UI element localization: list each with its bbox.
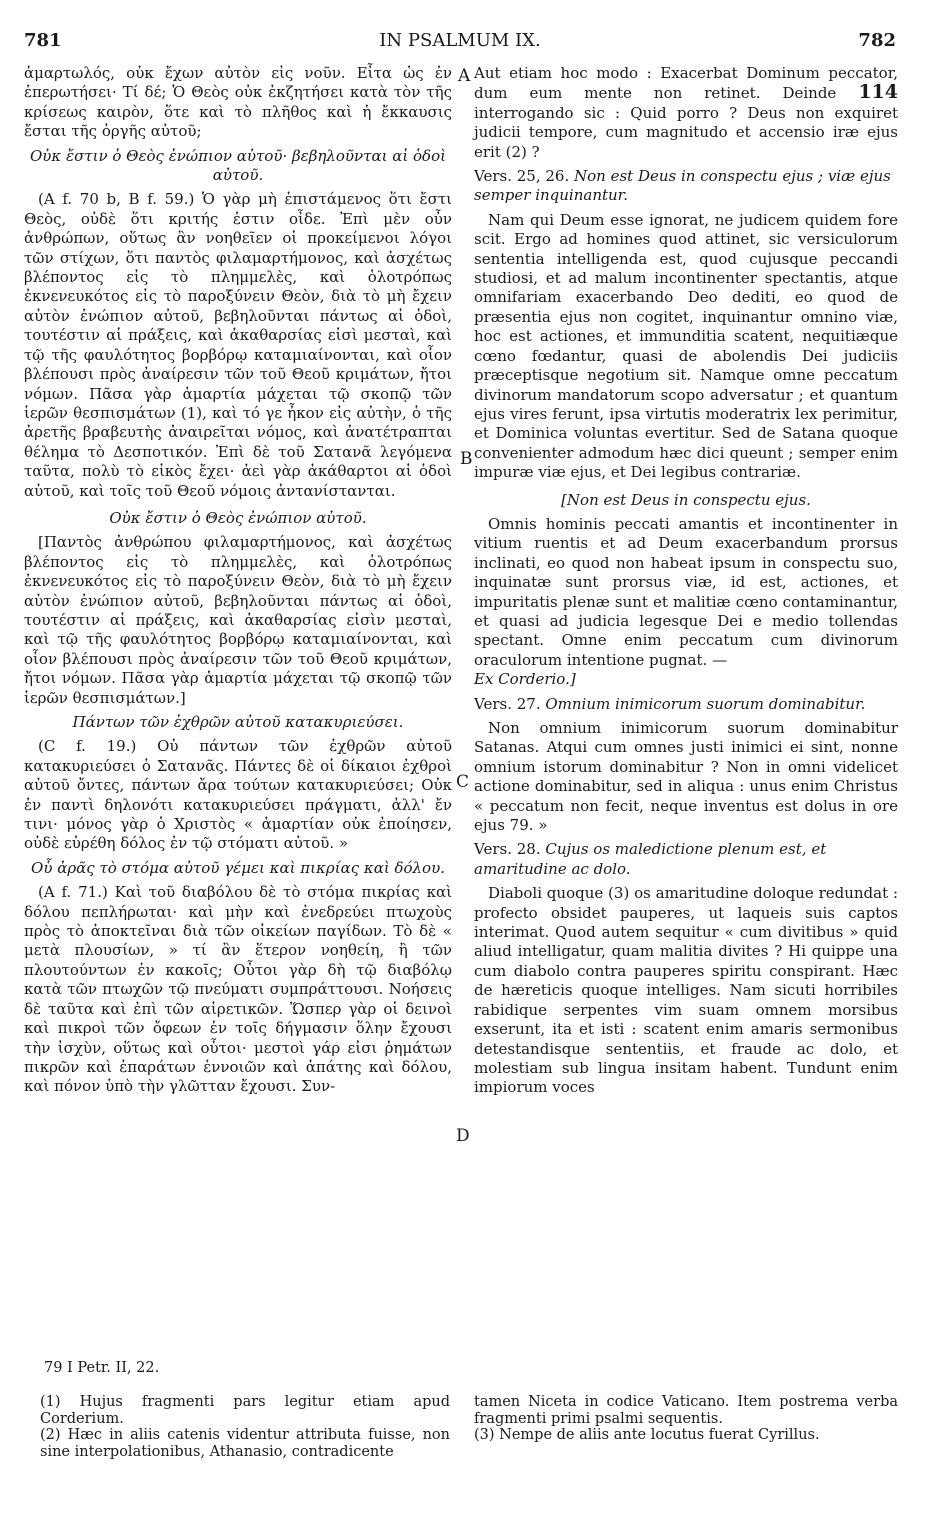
verse-heading [474,167,898,206]
latin-paragraph: Diaboli quoque (3) os amaritudine doloque redundat : profecto obsidet pauperes, ut laqueis suis captos interimat. Quod autem sequitur « cum divitibus » quid aliud intelligatur, quam malitia divites ? Hi quippe una cum diabolo contra pauperes spiritu conspirant. Hæc de hæreticis quoque intelliges. Nam sicuti horribiles rabidique serpentes vim suam omnem morsibus exserunt, ita et isti : scatent enim amaris sermonibus detestandisque sententiis, et fraude ac dolo, et molestiam sub lingua insitam habent. Tundunt enim impiorum voces [474,884,898,1097]
latin-paragraph: Non omnium inimicorum suorum dominabitur Satanas. Atqui cum omnes justi inimici ei sint, nonne omnium istorum dominabitur ? Non in omni videlicet actione dominabitur, sed in aliqua : unus enim Christus « peccatum non fecit, neque inventus est dolus in ore ejus 79. » [474,719,898,835]
source-note: Ex Corderio.] [474,670,576,689]
footnote: (2) Hæc in aliis catenis videntur attributa fuisse, non sine interpolationibus, Athanasio, contradicente [40,1427,450,1460]
latin-text: Aut etiam hoc modo : Exacerbat Dominum peccator, dum eum mente non retinet. Deinde [474,64,898,103]
page-header [24,30,896,56]
verse-label: Vers. 28. [474,840,541,859]
latin-paragraph: Omnis hominis peccati amantis et incontinenter in vitium ruentis et ad Deum exacerbandum prorsus inclinati, eo quod non habeat ipsum in conspectu suo, inquinatæ sunt prorsus viæ, id est, actiones, et impuritatis plenæ sunt et malitiæ cœno contaminantur, et quasi ad judicia legesque Dei e medio tollendas spectant. Omne enim peccatum cum divinorum oraculorum intentione pugnat. — [474,514,898,669]
latin-text: interrogando sic : Quid porro ? Deus non exquiret judicii tempore, cum magnitudo et accensio iræ ejus erit (2) ? [474,103,898,161]
verse-label: Vers. 27. [474,694,541,713]
greek-lemma: Πάντων τῶν ἐχθρῶν αὐτοῦ κατακυριεύσει. [72,713,404,731]
page-number-left: 781 [24,30,62,51]
margin-letter-b: B [460,449,473,469]
verse-lemma: Non est Deus in conspectu ejus ; viæ ejus semper inquinantur. [474,167,891,205]
column-number: 114 [858,81,898,104]
page-number-right: 782 [858,30,896,51]
greek-paragraph: (A f. 71.) Καὶ τοῦ διαβόλου δὲ τὸ στόμα πικρίας καὶ δόλου πεπλήρωται· καὶ μὴν καὶ ἐνεδρεύει πτωχοὺς πρὸς τὸ ἀποκτεῖναι διὰ τῶν οἰκείων παγίδων. Τὸ δὲ « μετὰ πλουσίων, » τί ἂν ἕτερον νοηθείη, ἢ τῶν πλουτούντων ἐν κακοῖς; Οὗτοι γὰρ δὴ τῷ διαβόλῳ κατὰ τῶν πτωχῶν τῷ πνεύματι συμπράττουσι. Νοήσεις δὲ ταῦτα καὶ ἐπὶ τῶν αἱρετικῶν. Ὥσπερ γὰρ οἱ δεινοὶ καὶ πικροὶ τῶν ὄφεων ἐν τοῖς δήγμασιν ὅλην ἔχουσι τὴν ἰσχὺν, οὕτως καὶ οὗτοι· μεστοὶ γάρ εἰσι ῥημάτων πικρῶν καὶ ἐπαράτων ἐννοιῶν καὶ ἀπάτης καὶ δόλου, καὶ πόνον ὑπὸ τὴν γλῶτταν ἔχουσι. Συν- [24,883,452,1096]
verse-lemma: Cujus os maledictione plenum est, et amaritudine ac dolo. [474,840,827,878]
footnote: (1) Hujus fragmenti pars legitur etiam apud Corderium. [40,1394,450,1427]
greek-lemma: Οὐκ ἔστιν ὁ Θεὸς ἐνώπιον αὐτοῦ· βεβηλοῦνται αἱ ὁδοὶ αὐτοῦ. [30,146,446,185]
greek-paragraph: (C f. 19.) Οὐ πάντων τῶν ἐχθρῶν αὐτοῦ κατακυριεύσει ὁ Σατανᾶς. Πάντες δὲ οἱ δίκαιοι ἐχθροὶ αὐτοῦ ὄντες, πάντων ἄρα τούτων κατακυριεύσει; Οὐκ ἐν παντὶ δηλονότι κατακυριεύσει πράγματι, ἀλλ' ἔν τινι· μόνος γὰρ ὁ Χριστὸς « ἁμαρτίαν οὐκ ἐποίησεν, οὐδὲ εὑρέθη δόλος ἐν τῷ στόματι αὐτοῦ. » [24,737,452,853]
margin-letter-c: C [456,772,470,792]
greek-paragraph: [Παντὸς ἀνθρώπου φιλαμαρτήμονος, καὶ ἀσχέτως βλέποντος εἰς τὸ πλημμελὲς, καὶ ὁλοτρόπως ἐκνενευκότος εἰς τὸ παροξύνειν Θεὸν, διὰ τὸ μὴ ἔχειν αὐτὸν ἐνώπιον αὐτοῦ, βεβηλοῦνται πάντως αἱ ὁδοὶ, τουτέστιν αἱ πράξεις, καὶ ἀκαθαρσίας εἰσὶν μεσταὶ, καὶ τῷ τῆς φαυλότητος βορβόρῳ καταμιαίνονται, καὶ οἷον βλέπουσι πρὸς ἀναίρεσιν τῶν τοῦ Θεοῦ κριμάτων, ἤτοι νόμων. Πᾶσα γὰρ ἁμαρτία μάχεται τῷ σκοπῷ τῶν ἱερῶν θεσπισμάτων.] [24,533,452,707]
greek-paragraph: ἁμαρτωλός, οὐκ ἔχων αὐτὸν εἰς νοῦν. Εἶτα ὡς ἐν ἐπερωτήσει· Τί δέ; Ὁ Θεὸς οὐκ ἐκζητήσει κατὰ τὸν τῆς κρίσεως καιρὸν, ὅτε καὶ τὸ πλῆθος καὶ ἡ ἔκκαυσις ἔσται τῆς ὀργῆς αὐτοῦ; [24,64,452,141]
footnotes-left [40,1394,450,1460]
greek-column [24,64,452,1097]
verse-label: Vers. 25, 26. [474,167,570,186]
latin-paragraph: Nam qui Deum esse ignorat, ne judicem quidem fore scit. Ergo ad homines quod attinet, sic versiculorum sententia intelligenda est, quod cujusque peccandi studiosi, et ad malum incontinenter spectantis, atque omnifariam exacerbando Deo dediti, eo quod de præsentia ejus non cogitet, inquinantur omnino viæ, hoc est actiones, et immunditia scatent, nequitiæque cœno fœdantur, quasi de abolendis Dei judiciis præceptisque negotium sit. Namque omne peccatum divinorum mandatorum scopo adversatur ; et quantum ejus vires ferunt, ipsa virtutis moderatrix lex perimitur, et Dominica voluntas evertitur. Sed de Satana quoque convenienter admodum hæc dici queunt ; semper enim impuræ viæ ejus, et Dei legibus contrariæ. [474,210,898,482]
verse-heading [474,840,898,879]
footnote: tamen Niceta in codice Vaticano. Item postrema verba fragmenti primi psalmi sequentis. [474,1394,898,1427]
footnotes-right [474,1394,898,1444]
margin-letter-d: D [456,1126,470,1146]
greek-lemma: Οὐκ ἔστιν ὁ Θεὸς ἐνώπιον αὐτοῦ. [109,508,367,527]
latin-lemma: [Non est Deus in conspectu ejus. [561,490,811,509]
footnote: (3) Nempe de aliis ante locutus fuerat Cyrillus. [474,1427,820,1443]
verse-lemma: Omnium inimicorum suorum dominabitur. [545,694,866,713]
scripture-reference: 79 I Petr. II, 22. [44,1360,160,1376]
margin-letter-a: A [458,66,471,86]
latin-paragraph [474,64,898,162]
running-title: IN PSALMUM IX. [379,30,541,51]
verse-heading [474,695,898,714]
latin-column [474,64,898,1098]
greek-lemma: Οὗ ἀρᾶς τὸ στόμα αὐτοῦ γέμει καὶ πικρίας καὶ δόλου. [31,858,445,877]
greek-paragraph: (A f. 70 b, B f. 59.) Ὁ γὰρ μὴ ἐπιστάμενος ὅτι ἔστι Θεὸς, οὐδὲ ὅτι κριτής ἐστιν οἶδε. Ἐπὶ μὲν οὖν ἀνθρώπων, οὕτως ἂν νοηθεῖεν οἱ προκείμενοι λόγοι τῶν στίχων, ὅτι παντὸς φιλαμαρτήμονος, καὶ ἀσχέτως βλέποντος εἰς τὸ πλημμελὲς, καὶ ὁλοτρόπως ἐκνενευκότος εἰς τὸ παροξύνειν Θεὸν, διὰ τὸ μὴ ἔχειν αὐτὸν ἐνώπιον αὐτοῦ, βεβηλοῦνται πάντως αἱ ὁδοὶ, τουτέστιν αἱ πράξεις, καὶ ἀκαθαρσίας εἰσὶ μεσταὶ, καὶ τῷ τῆς φαυλότητος βορβόρῳ καταμιαίνονται, καὶ οἷον βλέπουσι πρὸς ἀναίρεσιν τῶν τοῦ Θεοῦ κριμάτων, ἤτοι νόμων. Πᾶσα γὰρ ἁμαρτία μάχεται τῷ σκοπῷ τῶν ἱερῶν θεσπισμάτων (1), καὶ τό γε ἦκον εἰς αὐτὴν, ὁ τῆς ἀρετῆς βραβευτὴς ἀναιρεῖται νόμος, καὶ ἀνατέτραπται θέλημα τὸ Δεσποτικόν. Ἐπὶ δὲ τοῦ Σατανᾶ λεγόμενα ταῦτα, πολὺ τὸ εἰκὸς ἔχει· ἀεὶ γὰρ ἀκάθαρτοι αἱ ὁδοὶ αὐτοῦ, καὶ τοῖς τοῦ Θεοῦ νόμοις ἀντανίστανται. [24,190,452,500]
